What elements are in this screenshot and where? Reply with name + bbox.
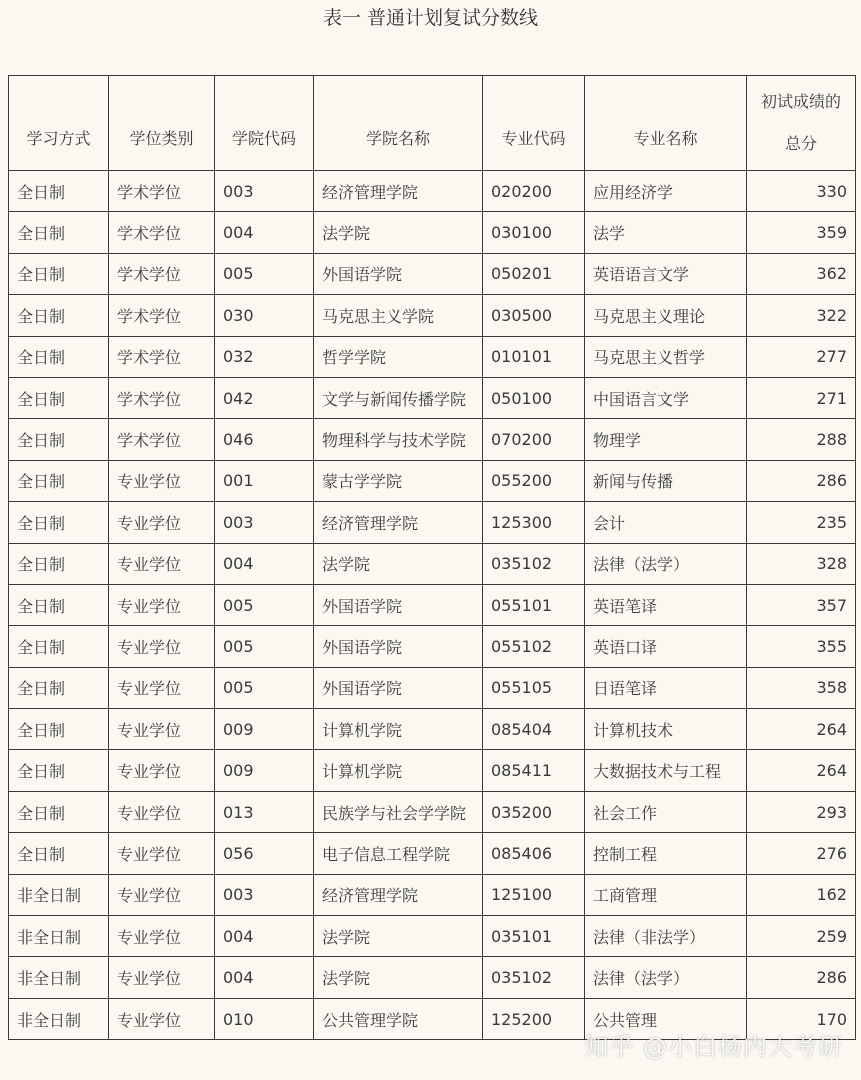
cell-study-mode: 全日制 bbox=[9, 336, 109, 377]
cell-college-name: 外国语学院 bbox=[314, 253, 483, 294]
header-degree-type: 学位类别 bbox=[109, 76, 215, 171]
table-title: 表一 普通计划复试分数线 bbox=[322, 7, 539, 29]
cell-major-name: 物理学 bbox=[585, 419, 747, 460]
table-row bbox=[9, 502, 856, 543]
cell-total-score: 170 bbox=[747, 998, 856, 1039]
cell-major-code: 050100 bbox=[483, 377, 585, 418]
cell-college-code: 009 bbox=[215, 709, 314, 750]
cell-degree-type: 学术学位 bbox=[109, 212, 215, 253]
cell-major-code: 055105 bbox=[483, 667, 585, 708]
cell-major-name: 法学 bbox=[585, 212, 747, 253]
table-row bbox=[9, 253, 856, 294]
cell-major-code: 055102 bbox=[483, 626, 585, 667]
cell-major-code: 085404 bbox=[483, 709, 585, 750]
cell-college-name: 经济管理学院 bbox=[314, 171, 483, 212]
table-row bbox=[9, 791, 856, 832]
cell-college-name: 外国语学院 bbox=[314, 626, 483, 667]
cell-college-code: 005 bbox=[215, 584, 314, 625]
cell-major-name: 英语口译 bbox=[585, 626, 747, 667]
cell-major-name: 马克思主义哲学 bbox=[585, 336, 747, 377]
cell-degree-type: 学术学位 bbox=[109, 419, 215, 460]
cell-college-name: 文学与新闻传播学院 bbox=[314, 377, 483, 418]
cell-college-name: 外国语学院 bbox=[314, 667, 483, 708]
table-body bbox=[9, 171, 856, 1040]
cell-total-score: 355 bbox=[747, 626, 856, 667]
table-row bbox=[9, 584, 856, 625]
cell-college-code: 003 bbox=[215, 171, 314, 212]
score-table bbox=[8, 75, 856, 1040]
cell-college-code: 004 bbox=[215, 957, 314, 998]
header-major-code: 专业代码 bbox=[483, 76, 585, 171]
cell-study-mode: 全日制 bbox=[9, 377, 109, 418]
cell-college-code: 009 bbox=[215, 750, 314, 791]
cell-college-name: 民族学与社会学学院 bbox=[314, 791, 483, 832]
cell-major-name: 中国语言文学 bbox=[585, 377, 747, 418]
cell-college-code: 010 bbox=[215, 998, 314, 1039]
table-header bbox=[9, 76, 856, 171]
cell-total-score: 264 bbox=[747, 709, 856, 750]
cell-major-code: 035102 bbox=[483, 957, 585, 998]
table-row bbox=[9, 460, 856, 501]
table-row bbox=[9, 957, 856, 998]
table-row bbox=[9, 916, 856, 957]
cell-college-name: 计算机学院 bbox=[314, 709, 483, 750]
cell-major-name: 工商管理 bbox=[585, 874, 747, 915]
cell-degree-type: 专业学位 bbox=[109, 874, 215, 915]
cell-college-code: 042 bbox=[215, 377, 314, 418]
cell-college-code: 001 bbox=[215, 460, 314, 501]
cell-study-mode: 全日制 bbox=[9, 502, 109, 543]
table-row bbox=[9, 171, 856, 212]
header-study-mode: 学习方式 bbox=[9, 76, 109, 171]
header-college-name: 学院名称 bbox=[314, 76, 483, 171]
cell-major-name: 会计 bbox=[585, 502, 747, 543]
cell-degree-type: 学术学位 bbox=[109, 295, 215, 336]
cell-major-code: 035102 bbox=[483, 543, 585, 584]
cell-total-score: 286 bbox=[747, 460, 856, 501]
cell-college-name: 哲学学院 bbox=[314, 336, 483, 377]
cell-college-name: 法学院 bbox=[314, 916, 483, 957]
cell-degree-type: 学术学位 bbox=[109, 253, 215, 294]
cell-major-code: 125300 bbox=[483, 502, 585, 543]
cell-total-score: 264 bbox=[747, 750, 856, 791]
cell-major-code: 030100 bbox=[483, 212, 585, 253]
cell-total-score: 359 bbox=[747, 212, 856, 253]
cell-major-code: 035101 bbox=[483, 916, 585, 957]
cell-total-score: 259 bbox=[747, 916, 856, 957]
table-row bbox=[9, 667, 856, 708]
header-college-code: 学院代码 bbox=[215, 76, 314, 171]
cell-major-code: 050201 bbox=[483, 253, 585, 294]
cell-college-name: 蒙古学学院 bbox=[314, 460, 483, 501]
cell-major-name: 应用经济学 bbox=[585, 171, 747, 212]
cell-study-mode: 全日制 bbox=[9, 709, 109, 750]
header-row bbox=[9, 76, 856, 171]
cell-college-code: 056 bbox=[215, 833, 314, 874]
cell-degree-type: 学术学位 bbox=[109, 336, 215, 377]
cell-college-code: 005 bbox=[215, 667, 314, 708]
cell-college-name: 经济管理学院 bbox=[314, 502, 483, 543]
cell-major-code: 055101 bbox=[483, 584, 585, 625]
watermark: 知乎 @小白杨内大考研 bbox=[584, 1033, 843, 1061]
cell-study-mode: 全日制 bbox=[9, 212, 109, 253]
cell-study-mode: 全日制 bbox=[9, 791, 109, 832]
table-row bbox=[9, 833, 856, 874]
cell-degree-type: 专业学位 bbox=[109, 916, 215, 957]
cell-major-name: 社会工作 bbox=[585, 791, 747, 832]
cell-study-mode: 全日制 bbox=[9, 626, 109, 667]
cell-study-mode: 全日制 bbox=[9, 171, 109, 212]
cell-major-code: 055200 bbox=[483, 460, 585, 501]
cell-college-code: 032 bbox=[215, 336, 314, 377]
cell-major-code: 085406 bbox=[483, 833, 585, 874]
cell-major-code: 020200 bbox=[483, 171, 585, 212]
cell-college-code: 013 bbox=[215, 791, 314, 832]
cell-degree-type: 专业学位 bbox=[109, 957, 215, 998]
cell-degree-type: 学术学位 bbox=[109, 171, 215, 212]
cell-college-code: 005 bbox=[215, 253, 314, 294]
cell-college-name: 经济管理学院 bbox=[314, 874, 483, 915]
table-row bbox=[9, 874, 856, 915]
cell-major-name: 马克思主义理论 bbox=[585, 295, 747, 336]
header-major-name: 专业名称 bbox=[585, 76, 747, 171]
table-row bbox=[9, 336, 856, 377]
cell-college-name: 电子信息工程学院 bbox=[314, 833, 483, 874]
cell-total-score: 277 bbox=[747, 336, 856, 377]
cell-total-score: 362 bbox=[747, 253, 856, 294]
cell-degree-type: 专业学位 bbox=[109, 667, 215, 708]
cell-study-mode: 非全日制 bbox=[9, 998, 109, 1039]
cell-major-code: 010101 bbox=[483, 336, 585, 377]
cell-study-mode: 全日制 bbox=[9, 253, 109, 294]
cell-degree-type: 专业学位 bbox=[109, 750, 215, 791]
cell-college-name: 马克思主义学院 bbox=[314, 295, 483, 336]
cell-major-name: 法律（法学） bbox=[585, 957, 747, 998]
cell-study-mode: 非全日制 bbox=[9, 957, 109, 998]
cell-major-code: 125200 bbox=[483, 998, 585, 1039]
cell-college-code: 046 bbox=[215, 419, 314, 460]
cell-major-name: 控制工程 bbox=[585, 833, 747, 874]
table-row bbox=[9, 212, 856, 253]
header-score-line1: 初试成绩的 bbox=[760, 92, 841, 111]
cell-study-mode: 全日制 bbox=[9, 295, 109, 336]
cell-study-mode: 全日制 bbox=[9, 667, 109, 708]
cell-college-name: 外国语学院 bbox=[314, 584, 483, 625]
cell-degree-type: 专业学位 bbox=[109, 460, 215, 501]
cell-college-code: 005 bbox=[215, 626, 314, 667]
cell-major-name: 大数据技术与工程 bbox=[585, 750, 747, 791]
cell-total-score: 293 bbox=[747, 791, 856, 832]
cell-total-score: 358 bbox=[747, 667, 856, 708]
header-score-line2: 总分 bbox=[784, 134, 817, 153]
cell-college-name: 法学院 bbox=[314, 543, 483, 584]
cell-study-mode: 非全日制 bbox=[9, 874, 109, 915]
table-row bbox=[9, 998, 856, 1039]
cell-major-code: 035200 bbox=[483, 791, 585, 832]
cell-study-mode: 全日制 bbox=[9, 460, 109, 501]
cell-college-name: 计算机学院 bbox=[314, 750, 483, 791]
cell-total-score: 328 bbox=[747, 543, 856, 584]
cell-college-code: 003 bbox=[215, 502, 314, 543]
cell-major-name: 日语笔译 bbox=[585, 667, 747, 708]
cell-major-code: 125100 bbox=[483, 874, 585, 915]
table-row bbox=[9, 709, 856, 750]
cell-major-name: 法律（非法学） bbox=[585, 916, 747, 957]
table-row bbox=[9, 419, 856, 460]
cell-college-name: 物理科学与技术学院 bbox=[314, 419, 483, 460]
cell-study-mode: 全日制 bbox=[9, 584, 109, 625]
cell-study-mode: 全日制 bbox=[9, 419, 109, 460]
header-total-score bbox=[747, 76, 856, 171]
cell-degree-type: 专业学位 bbox=[109, 791, 215, 832]
cell-college-code: 004 bbox=[215, 212, 314, 253]
cell-major-name: 英语笔译 bbox=[585, 584, 747, 625]
cell-total-score: 162 bbox=[747, 874, 856, 915]
cell-major-name: 英语语言文学 bbox=[585, 253, 747, 294]
cell-total-score: 286 bbox=[747, 957, 856, 998]
cell-college-code: 030 bbox=[215, 295, 314, 336]
cell-total-score: 276 bbox=[747, 833, 856, 874]
table-row bbox=[9, 750, 856, 791]
cell-major-code: 070200 bbox=[483, 419, 585, 460]
cell-degree-type: 学术学位 bbox=[109, 377, 215, 418]
cell-college-code: 004 bbox=[215, 916, 314, 957]
cell-total-score: 288 bbox=[747, 419, 856, 460]
cell-total-score: 330 bbox=[747, 171, 856, 212]
cell-study-mode: 全日制 bbox=[9, 543, 109, 584]
table-row bbox=[9, 543, 856, 584]
cell-degree-type: 专业学位 bbox=[109, 584, 215, 625]
cell-degree-type: 专业学位 bbox=[109, 709, 215, 750]
table-row bbox=[9, 377, 856, 418]
cell-degree-type: 专业学位 bbox=[109, 998, 215, 1039]
cell-degree-type: 专业学位 bbox=[109, 833, 215, 874]
cell-degree-type: 专业学位 bbox=[109, 502, 215, 543]
table-row bbox=[9, 626, 856, 667]
cell-degree-type: 专业学位 bbox=[109, 626, 215, 667]
cell-total-score: 235 bbox=[747, 502, 856, 543]
cell-college-name: 公共管理学院 bbox=[314, 998, 483, 1039]
cell-major-code: 030500 bbox=[483, 295, 585, 336]
cell-study-mode: 全日制 bbox=[9, 833, 109, 874]
cell-college-name: 法学院 bbox=[314, 957, 483, 998]
cell-major-name: 公共管理 bbox=[585, 998, 747, 1039]
cell-college-name: 法学院 bbox=[314, 212, 483, 253]
cell-total-score: 271 bbox=[747, 377, 856, 418]
cell-total-score: 357 bbox=[747, 584, 856, 625]
cell-college-code: 003 bbox=[215, 874, 314, 915]
cell-major-name: 法律（法学） bbox=[585, 543, 747, 584]
cell-college-code: 004 bbox=[215, 543, 314, 584]
cell-study-mode: 非全日制 bbox=[9, 916, 109, 957]
cell-major-code: 085411 bbox=[483, 750, 585, 791]
table-row bbox=[9, 295, 856, 336]
cell-major-name: 计算机技术 bbox=[585, 709, 747, 750]
cell-degree-type: 专业学位 bbox=[109, 543, 215, 584]
cell-total-score: 322 bbox=[747, 295, 856, 336]
cell-major-name: 新闻与传播 bbox=[585, 460, 747, 501]
cell-study-mode: 全日制 bbox=[9, 750, 109, 791]
